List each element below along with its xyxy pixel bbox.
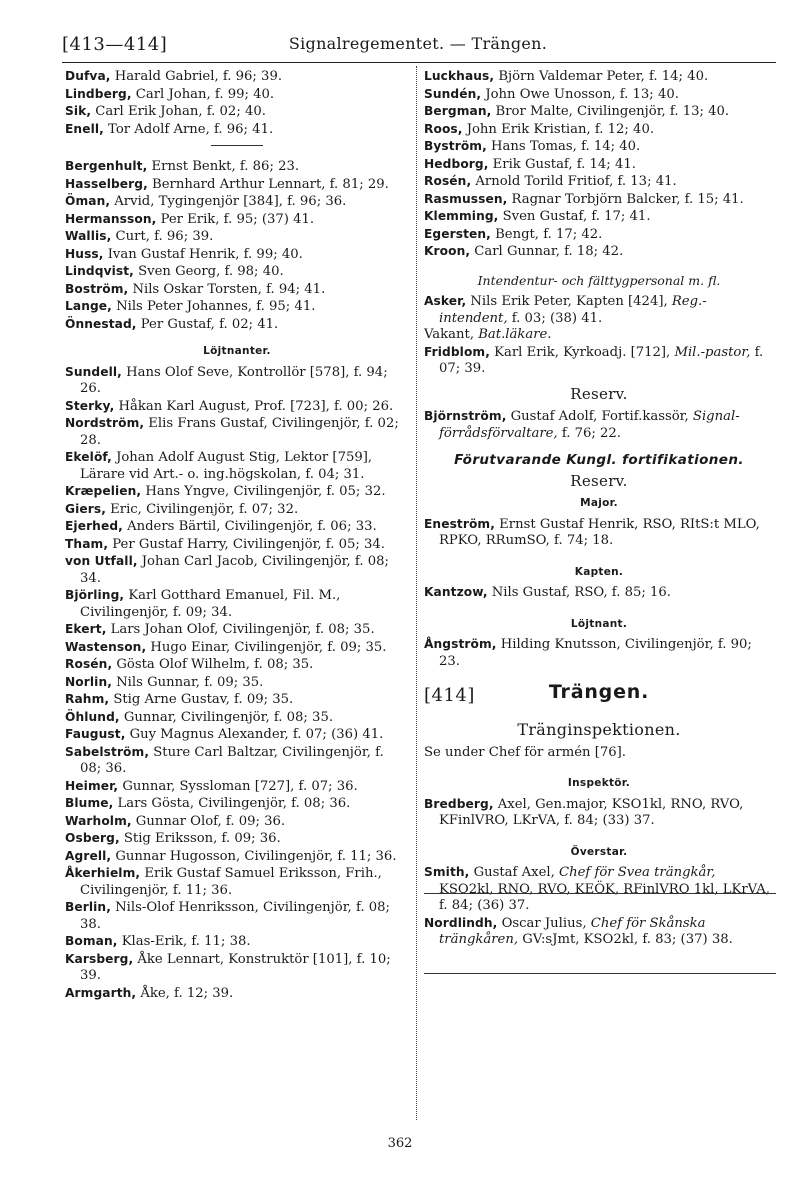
entry-details: Hans Yngve, Civilingenjör, f. 05; 32. <box>141 484 386 499</box>
list-entry <box>65 449 409 483</box>
entry-details: John Erik Kristian, f. 12; 40. <box>462 121 655 137</box>
list-entry <box>424 191 774 209</box>
inspektor-heading: Inspektör. <box>567 777 631 789</box>
entry-name: Sik, <box>65 104 92 118</box>
major-heading: Major. <box>580 497 618 509</box>
entry-list-right-top <box>424 68 774 261</box>
entry-details: Per Erik, f. 95; (37) 41. <box>156 211 315 227</box>
section-rule-inspektor <box>424 893 776 894</box>
entry-details: Johan Adolf August Stig, Lektor [759], Lärare vid Art.- o. ing.högskolan, f. 04; 31. <box>80 450 373 482</box>
entry-details: Arnold Torild Fritiof, f. 13; 41. <box>471 174 677 189</box>
entry-details: Nils Oskar Torsten, f. 94; 41. <box>128 281 326 297</box>
list-entry <box>65 536 409 554</box>
list-entry <box>424 68 774 86</box>
entry-name: Ejerhed, <box>65 519 123 533</box>
entry-details: Karl Gotthard Emanuel, Fil. M., Civilingenjör, f. 09; 34. <box>80 588 341 620</box>
entry-name: Sundén, <box>424 86 482 101</box>
entry-details: Johan Carl Jacob, Civilingenjör, f. 08; 34. <box>80 554 389 586</box>
entry-name: Kroon, <box>424 244 471 258</box>
entry-name: Åkerhielm, <box>65 866 141 880</box>
entry-details: Sture Carl Baltzar, Civilingenjör, f. 08; 36. <box>80 744 384 776</box>
section-title: Trängen. <box>548 681 650 703</box>
entry-name: Kræpelien, <box>65 484 142 498</box>
entry-details: Lars Johan Olof, Civilingenjör, f. 08; 35. <box>106 622 375 637</box>
entry-name: Luckhaus, <box>424 69 495 83</box>
entry-title-italic: Bat.läkare. <box>478 327 552 342</box>
entry-details: Carl Erik Johan, f. 02; 40. <box>91 104 266 119</box>
entry-name: Heimer, <box>65 778 119 793</box>
entry-name: Hasselberg, <box>65 176 148 191</box>
list-entry <box>65 483 409 501</box>
list-entry <box>65 985 409 1003</box>
list-entry <box>65 298 409 316</box>
entry-smith <box>424 864 774 915</box>
separator-rule <box>211 145 263 146</box>
list-entry <box>65 709 409 727</box>
list-entry <box>65 865 409 899</box>
entry-title-italic: Chef för Svea trängkår, <box>558 865 716 880</box>
entry-name: Tham, <box>65 536 109 551</box>
entry-name: Öman, <box>65 194 111 208</box>
column-divider <box>416 66 417 1120</box>
entry-name: Bergman, <box>424 104 492 118</box>
right-column <box>424 68 774 949</box>
entry-name: Egersten, <box>424 226 491 241</box>
left-column <box>65 68 409 1002</box>
entry-details: Karl Erik, Kyrkoadj. [712], <box>489 344 675 360</box>
entry-details: Nils Peter Johannes, f. 95; 41. <box>111 299 316 314</box>
entry-name: Sundell, <box>65 364 122 379</box>
entry-details: Curt, f. 96; 39. <box>111 229 214 244</box>
entry-name: Sabelström, <box>65 744 150 759</box>
list-entry <box>65 553 409 587</box>
entry-name: Warholm, <box>65 813 132 828</box>
entry-name: Wastenson, <box>65 639 147 654</box>
list-entry <box>65 691 409 709</box>
entry-name: Ekert, <box>65 622 107 636</box>
entry-details: Åke, f. 12; 39. <box>136 985 234 1001</box>
entry-details: Erik Gustaf Samuel Eriksson, Frih., Civilingenjör, f. 11; 36. <box>80 866 382 898</box>
list-entry <box>65 121 409 139</box>
entry-name: Lindberg, <box>65 86 132 101</box>
list-entry <box>65 848 409 866</box>
entry-details: Eric, Civilingenjör, f. 07; 32. <box>105 501 299 517</box>
cross-reference: Se under Chef för armén [76]. <box>424 744 626 760</box>
entry-details: John Owe Unosson, f. 13; 40. <box>481 86 679 102</box>
entry-details: Nils Erik Peter, Kapten [424], <box>466 294 672 309</box>
entry-details: Gunnar, Syssloman [727], f. 07; 36. <box>118 778 358 794</box>
entry-details: Hans Tomas, f. 14; 40. <box>486 139 641 154</box>
entry-name: von Utfall, <box>65 554 138 568</box>
entry-details: Hans Olof Seve, Kontrollör [578], f. 94; 26. <box>80 364 388 396</box>
list-entry <box>65 639 409 657</box>
entry-name: Eneström, <box>424 516 495 531</box>
entry-details: Stig Eriksson, f. 09; 36. <box>119 831 281 846</box>
list-entry <box>65 281 409 299</box>
entry-details-tail: f. 03; (38) 41. <box>507 310 603 326</box>
entry-details: Nils Gunnar, f. 09; 35. <box>111 674 264 690</box>
entry-name: Asker, <box>424 294 467 308</box>
entry-details: Vakant, <box>424 327 479 342</box>
entry-name: Ångström, <box>424 637 497 651</box>
entry-name: Agrell, <box>65 848 112 863</box>
entry-name: Önnestad, <box>65 316 137 331</box>
entry-name: Ekelöf, <box>65 450 112 464</box>
list-entry <box>424 208 774 226</box>
lojtnanter-heading: Löjtnanter. <box>203 345 271 357</box>
entry-details: Gösta Olof Wilhelm, f. 08; 35. <box>112 657 314 672</box>
list-entry <box>65 316 409 334</box>
entry-details: Guy Magnus Alexander, f. 07; (36) 41. <box>125 727 384 742</box>
list-entry <box>424 243 774 261</box>
intendentur-heading: Intendentur- och fälttygpersonal m. fl. <box>477 272 721 288</box>
section-number: [414] <box>424 685 475 706</box>
entry-details: Gustaf Adolf, Fortif.kassör, <box>506 409 693 424</box>
list-entry <box>65 813 409 831</box>
entry-details: Bror Malte, Civilingenjör, f. 13; 40. <box>491 104 730 119</box>
list-entry <box>65 933 409 951</box>
entry-name: Byström, <box>424 139 487 153</box>
entry-details: Stig Arne Gustav, f. 09; 35. <box>109 692 294 707</box>
entry-details: Per Gustaf, f. 02; 41. <box>136 316 279 332</box>
entry-title-italic: Signal-förrådsförvaltare, <box>439 409 740 441</box>
list-entry <box>65 398 409 416</box>
entry-kantzow <box>424 584 774 602</box>
entry-details: Elis Frans Gustaf, Civilingenjör, f. 02; 28. <box>80 416 399 448</box>
list-entry <box>65 364 409 398</box>
entry-name: Lindqvist, <box>65 264 134 278</box>
entry-name: Huss, <box>65 246 104 261</box>
list-entry <box>424 156 774 174</box>
list-entry <box>65 176 409 194</box>
list-entry <box>65 103 409 121</box>
entry-name: Rosén, <box>65 657 113 671</box>
list-entry <box>65 656 409 674</box>
list-entry <box>65 86 409 104</box>
page-title: Signalregementet. — Trängen. <box>288 34 548 53</box>
entry-list-top <box>65 68 409 138</box>
entry-name: Bredberg, <box>424 796 494 811</box>
entry-details: Ragnar Torbjörn Balcker, f. 15; 41. <box>507 191 744 207</box>
entry-asker <box>424 293 774 327</box>
entry-name: Rahm, <box>65 692 110 706</box>
entry-name: Norlin, <box>65 674 112 689</box>
list-entry <box>424 121 774 139</box>
entry-details: Gunnar Hugosson, Civilingenjör, f. 11; 36. <box>111 848 397 864</box>
list-entry <box>65 518 409 536</box>
list-entry <box>65 795 409 813</box>
entry-name: Wallis, <box>65 229 112 243</box>
entry-details: Ernst Benkt, f. 86; 23. <box>147 159 300 174</box>
entry-name: Osberg, <box>65 831 120 845</box>
subsection-title: Tränginspektionen. <box>517 720 681 739</box>
entry-name: Blume, <box>65 796 114 810</box>
list-entry <box>65 951 409 985</box>
entry-details: Gustaf Axel, <box>469 865 559 880</box>
entry-details: Gunnar, Civilingenjör, f. 08; 35. <box>119 709 334 725</box>
entry-name: Bergenhult, <box>65 159 148 173</box>
entry-name: Faugust, <box>65 727 126 741</box>
entry-name: Boman, <box>65 934 118 948</box>
list-entry <box>424 226 774 244</box>
entry-name: Dufva, <box>65 69 111 83</box>
entry-fridblom <box>424 344 774 378</box>
entry-name: Öhlund, <box>65 709 120 724</box>
entry-name: Rosén, <box>424 174 472 188</box>
entry-enestrom <box>424 516 774 550</box>
list-entry <box>424 103 774 121</box>
list-entry <box>65 246 409 264</box>
entry-details: Tor Adolf Arne, f. 96; 41. <box>103 121 274 137</box>
entry-title-italic: Mil.-pastor, <box>674 344 751 360</box>
entry-name: Giers, <box>65 501 106 516</box>
section-rule-overstar <box>424 973 776 974</box>
entry-details: Sven Georg, f. 98; 40. <box>133 264 284 279</box>
entry-details: Carl Johan, f. 99; 40. <box>131 86 275 102</box>
entry-title-italic: Reg.-intendent, <box>439 294 707 326</box>
entry-details: Nils Gustaf, RSO, f. 85; 16. <box>487 585 671 600</box>
list-entry <box>65 158 409 176</box>
entry-list-mid <box>65 158 409 333</box>
entry-details: Carl Gunnar, f. 18; 42. <box>470 244 624 259</box>
list-entry <box>65 744 409 778</box>
entry-details: Björn Valdemar Peter, f. 14; 40. <box>494 69 709 84</box>
entry-details: Arvid, Tygingenjör [384], f. 96; 36. <box>110 194 347 209</box>
list-entry <box>65 193 409 211</box>
entry-name: Kantzow, <box>424 585 488 599</box>
entry-details: Hilding Knutsson, Civilingenjör, f. 90; 23. <box>439 637 752 669</box>
list-entry <box>424 173 774 191</box>
lojtnant-heading: Löjtnant. <box>570 617 628 630</box>
overstar-heading: Överstar. <box>570 845 628 858</box>
entry-details: Nils-Olof Henriksson, Civilingenjör, f. 08; 38. <box>80 900 390 932</box>
entry-bredberg <box>424 796 774 830</box>
entry-name: Sterky, <box>65 398 115 413</box>
reserv-heading: Reserv. <box>570 384 628 403</box>
entry-details: Håkan Karl August, Prof. [723], f. 00; 26. <box>114 398 394 414</box>
entry-name: Berlin, <box>65 900 111 914</box>
entry-details: Sven Gustaf, f. 17; 41. <box>498 209 651 224</box>
list-entry <box>65 587 409 621</box>
entry-details: Ernst Gustaf Henrik, RSO, RItS:t MLO, RPKO, RRumSO, f. 74; 18. <box>439 516 760 548</box>
entry-name: Fridblom, <box>424 344 490 359</box>
page-ref: [413—414] <box>62 34 168 55</box>
page-number: 362 <box>387 1136 413 1151</box>
entry-name: Nordlindh, <box>424 915 498 930</box>
list-entry <box>424 86 774 104</box>
entry-name: Karsberg, <box>65 951 134 966</box>
entry-nordlindh <box>424 915 774 949</box>
entry-details: Erik Gustaf, f. 14; 41. <box>488 156 636 172</box>
entry-details: Lars Gösta, Civilingenjör, f. 08; 36. <box>113 796 351 811</box>
entry-details: Axel, Gen.major, KSO1kl, RNO, RVO, KFinlVRO, LKrVA, f. 84; (33) 37. <box>439 796 744 828</box>
entry-details: Ivan Gustaf Henrik, f. 99; 40. <box>103 246 303 262</box>
entry-name: Klemming, <box>424 209 499 223</box>
list-entry <box>65 726 409 744</box>
list-entry <box>65 501 409 519</box>
list-entry <box>65 415 409 449</box>
list-entry <box>65 68 409 86</box>
list-entry <box>424 138 774 156</box>
entry-details: Hugo Einar, Civilingenjör, f. 09; 35. <box>146 639 387 655</box>
list-entry <box>65 899 409 933</box>
entry-vakant <box>424 327 774 344</box>
list-entry <box>65 228 409 246</box>
entry-details-tail: f. 76; 22. <box>557 425 621 441</box>
entry-name: Hermansson, <box>65 211 157 226</box>
list-entry <box>65 263 409 281</box>
list-entry <box>65 778 409 796</box>
entry-details-tail: f. 07; 39. <box>439 344 764 376</box>
kapten-heading: Kapten. <box>574 565 624 578</box>
entry-name: Roos, <box>424 121 463 136</box>
entry-details: Åke Lennart, Konstruktör [101], f. 10; 39. <box>80 951 391 983</box>
entry-name: Nordström, <box>65 416 145 430</box>
entry-title-italic: Chef för Skånska trängkåren, <box>439 915 706 947</box>
reserv-heading-2: Reserv. <box>570 471 628 490</box>
entry-details: Bengt, f. 17; 42. <box>490 226 603 242</box>
list-entry <box>65 830 409 848</box>
entry-details-tail: KSO2kl, RNO, RVO, KEÖK, RFinlVRO 1kl, LKrVA, f. 84; (36) 37. <box>439 881 770 913</box>
entry-name: Smith, <box>424 865 470 879</box>
entry-name: Rasmussen, <box>424 191 508 206</box>
entry-details-tail: GV:sJmt, KSO2kl, f. 83; (37) 38. <box>518 932 733 947</box>
entry-name: Enell, <box>65 121 104 136</box>
entry-details: Bernhard Arthur Lennart, f. 81; 29. <box>147 176 389 192</box>
entry-details: Harald Gabriel, f. 96; 39. <box>110 69 283 84</box>
entry-bjornstrom <box>424 408 774 442</box>
entry-name: Björling, <box>65 588 125 602</box>
page-header <box>62 34 774 60</box>
entry-name: Boström, <box>65 281 129 296</box>
entry-name: Armgarth, <box>65 985 137 1000</box>
entry-details: Per Gustaf Harry, Civilingenjör, f. 05; 34. <box>108 536 385 552</box>
entry-details: Oscar Julius, <box>497 915 591 931</box>
section-trangen <box>424 682 774 718</box>
entry-name: Lange, <box>65 299 112 313</box>
list-entry <box>65 211 409 229</box>
list-entry <box>65 674 409 692</box>
entry-name: Björnström, <box>424 409 507 423</box>
entry-details: Gunnar Olof, f. 09; 36. <box>131 813 286 829</box>
entry-list-lojtnanter <box>65 364 409 1003</box>
list-entry <box>65 621 409 639</box>
forutvarande-heading: Förutvarande Kungl. fortifikationen. <box>454 452 744 468</box>
entry-name: Hedborg, <box>424 156 489 171</box>
header-rule <box>62 62 776 63</box>
entry-details: Klas-Erik, f. 11; 38. <box>117 934 251 949</box>
entry-details: Anders Bärtil, Civilingenjör, f. 06; 33. <box>122 519 377 534</box>
entry-angstrom <box>424 636 774 670</box>
